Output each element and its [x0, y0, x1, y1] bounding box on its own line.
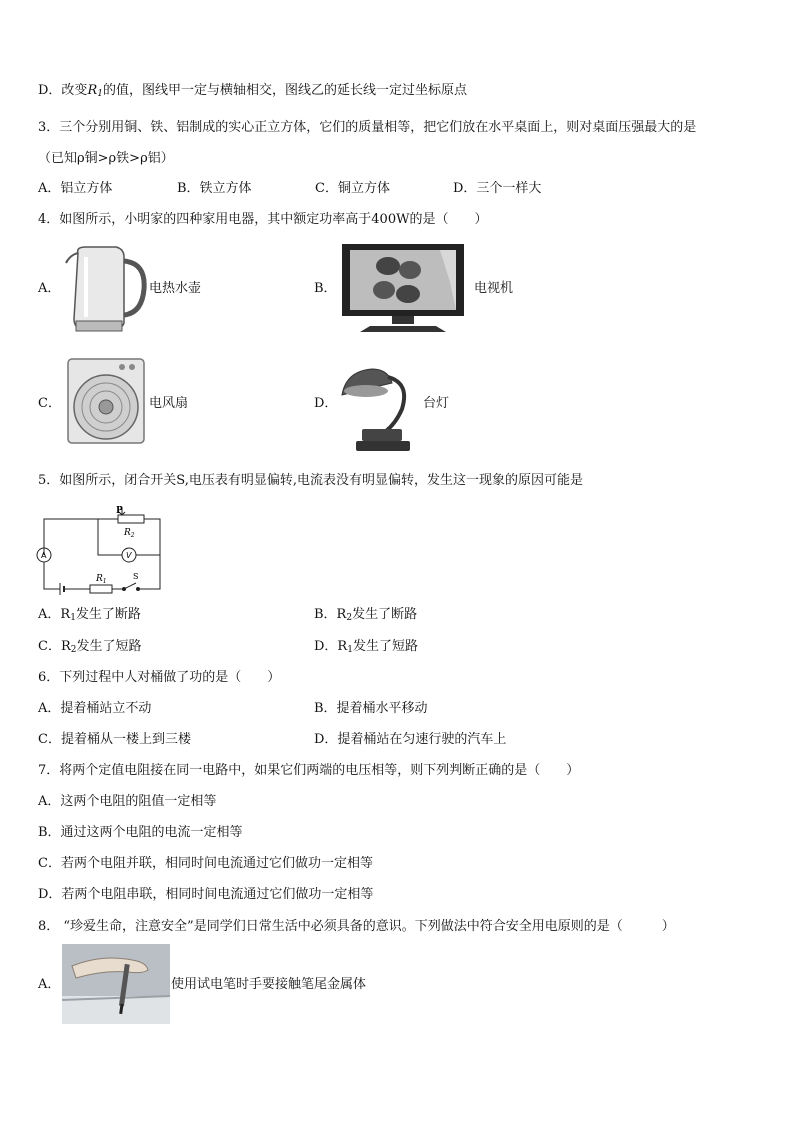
q7-option-c: C．若两个电阻并联，相同时间电流通过它们做功一定相等	[38, 856, 373, 871]
q8-stem: 8． “珍爱生命，注意安全”是同学们日常生活中必须具备的意识。下列做法中符合安全用电原则的是（ ）	[38, 919, 675, 934]
q3-condition: （已知ρ铜>ρ铁>ρ铝）	[38, 151, 174, 166]
q5-option-d: D．$R_1$发生了短路	[314, 639, 418, 655]
q7-option-d: D．若两个电阻串联，相同时间电流通过它们做功一定相等	[38, 887, 374, 902]
q2-option-d-sub: 1	[97, 89, 103, 99]
q2-option-d-prefix: D．改变	[38, 83, 88, 98]
circuit-wire-right	[140, 519, 160, 589]
q6-option-a: A．提着桶站立不动	[38, 701, 152, 716]
q5-option-a: A．$R_1$发生了断路	[38, 607, 141, 623]
q4-option-d-label: 台灯	[423, 396, 450, 411]
q2-option-d-rest: 的值，图线甲一定与横轴相交，图线乙的延长线一定过坐标原点	[102, 83, 467, 98]
q3-option-b: B．铁立方体	[177, 181, 252, 196]
q3-option-d: D．三个一样大	[453, 181, 542, 196]
q8-option-a-text: 使用试电笔时手要接触笔尾金属体	[171, 977, 367, 992]
label-s: S	[133, 572, 139, 581]
q6-stem: 6．下列过程中人对桶做了功的是（ ）	[38, 670, 281, 685]
q4-option-d-letter: D．	[314, 396, 338, 411]
q4-option-c-letter: C．	[38, 396, 61, 411]
q7-stem: 7．将两个定值电阻接在同一电路中，如果它们两端的电压相等，则下列判断正确的是（ ）	[38, 763, 580, 778]
resistor-r1	[90, 585, 112, 593]
television-image	[340, 242, 466, 334]
q6-option-d: D．提着桶站在匀速行驶的汽车上	[314, 732, 507, 747]
q7-option-a: A．这两个电阻的阻值一定相等	[38, 794, 217, 809]
circuit-diagram	[36, 505, 166, 597]
q2-option-d	[38, 82, 467, 103]
q4-option-b-label: 电视机	[474, 281, 514, 296]
q3-stem: 3．三个分别用铜、铁、铝制成的实心正立方体，它们的质量相等，把它们放在水平桌面上，则对桌面压强最大的是	[38, 120, 697, 135]
electric-fan-image	[66, 357, 146, 445]
q5-option-b: B．$R_2$发生了断路	[314, 607, 418, 623]
q4-option-a-letter: A．	[38, 281, 61, 296]
q2-option-d-var: R	[87, 83, 98, 98]
q3-option-a: A．铝立方体	[38, 181, 113, 196]
label-v: V	[126, 551, 132, 560]
electric-kettle-image	[64, 243, 148, 335]
q4-option-a-label: 电热水壶	[149, 281, 202, 296]
switch-s	[124, 583, 136, 589]
q7-option-b: B．通过这两个电阻的电流一定相等	[38, 825, 243, 840]
test-pen-photo	[62, 944, 170, 1024]
label-a: A	[41, 551, 47, 560]
label-r2: $R_2$	[124, 528, 135, 539]
q3-option-c: C．铜立方体	[315, 181, 390, 196]
q6-option-b: B．提着桶水平移动	[314, 701, 428, 716]
label-p: P	[116, 506, 123, 516]
rheostat-r2	[118, 515, 144, 523]
q6-option-c: C．提着桶从一楼上到三楼	[38, 732, 191, 747]
q4-option-c-label: 电风扇	[149, 396, 189, 411]
desk-lamp-image	[336, 357, 420, 455]
q8-option-a-letter: A．	[38, 977, 61, 992]
label-r1: $R_1$	[96, 574, 107, 585]
q4-option-b-letter: B．	[314, 281, 337, 296]
q5-stem: 5．如图所示，闭合开关S,电压表有明显偏转,电流表没有明显偏转，发生这一现象的原因可能是	[38, 473, 583, 488]
q5-option-c: C．$R_2$发生了短路	[38, 639, 142, 655]
circuit-wire-left-top	[44, 519, 98, 555]
q4-stem: 4．如图所示，小明家的四种家用电器，其中额定功率高于400W的是（ ）	[38, 212, 488, 227]
